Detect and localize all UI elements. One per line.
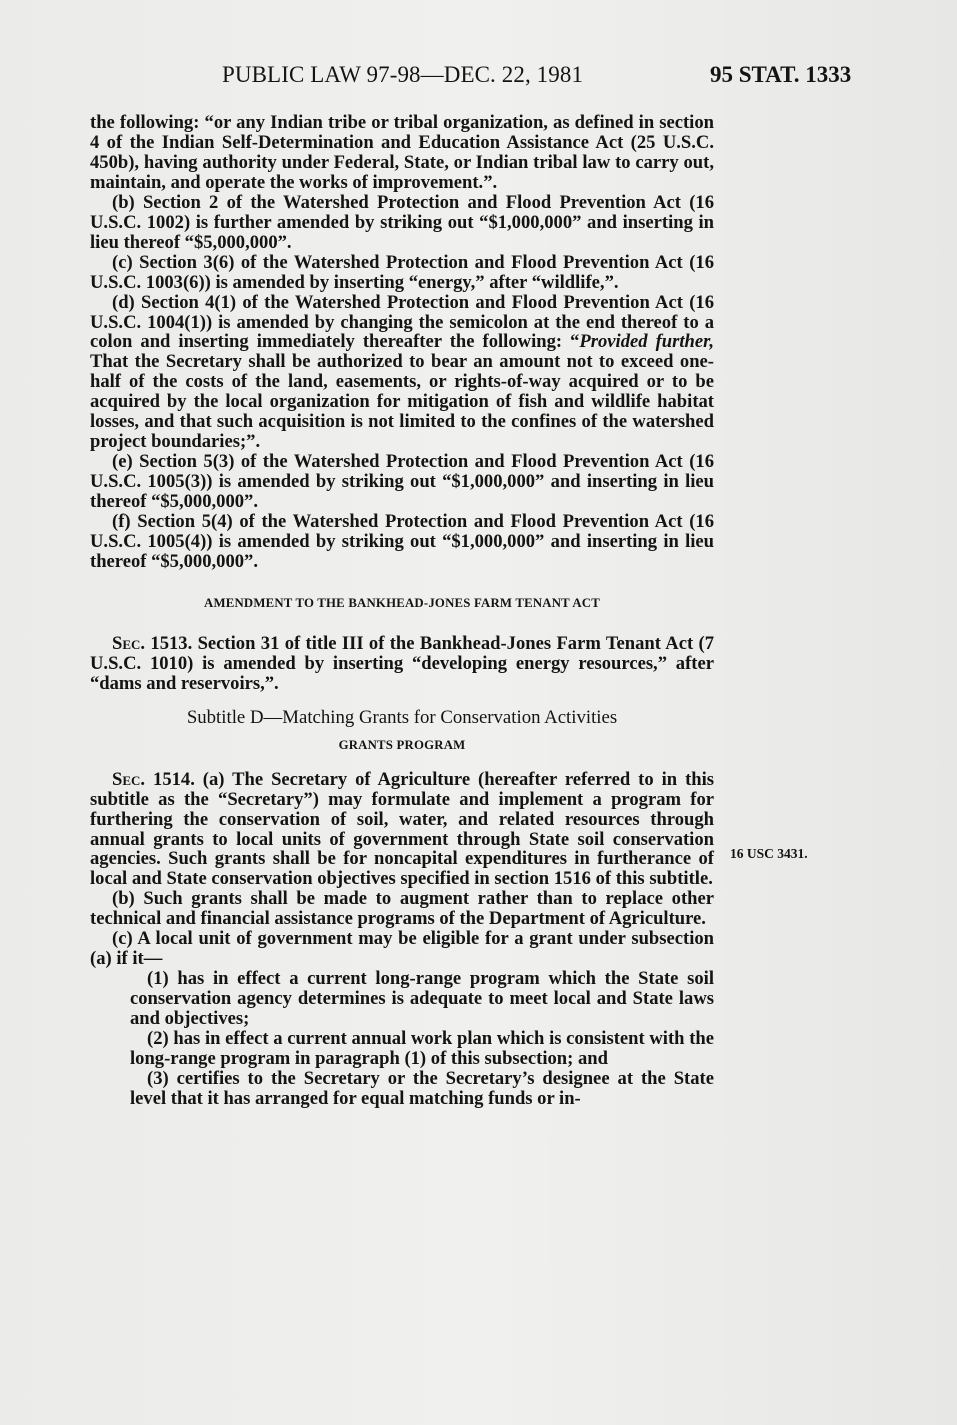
section-heading-bankhead: AMENDMENT TO THE BANKHEAD-JONES FARM TENANT ACT	[204, 595, 600, 610]
section-1514-a	[90, 770, 714, 890]
paragraph-d-rest: That the Secretary shall be authorized to bear an amount not to exceed one-half of the costs of the land, easements, or rights-of-way acquired or to be acquired by the local organization for mitigation of fish and wildlife habitat losses, and that such acquisition is not limited to the confines of the watershed project boundaries;”.	[90, 351, 714, 453]
margin-note-usc: 16 USC 3431.	[730, 846, 808, 861]
section-1514-c: (c) A local unit of government may be eligible for a grant under subsection (a) if it—	[90, 928, 714, 970]
paragraph-c: (c) Section 3(6) of the Watershed Protection and Flood Prevention Act (16 U.S.C. 1003(6)) is amended by inserting “energy,” after “wildlife,”.	[90, 251, 714, 293]
section-heading-grants: GRANTS PROGRAM	[338, 737, 466, 752]
section-1513-text: 1513. Section 31 of title III of the Bankhead-Jones Farm Tenant Act (7 U.S.C. 1010) is amended by inserting “developing energy resources,” after “dams and reservoirs,”.	[90, 632, 714, 694]
proviso-italic: Provided further,	[579, 331, 714, 353]
paragraph-f: (f) Section 5(4) of the Watershed Protection and Flood Prevention Act (16 U.S.C. 1005(4)) is amended by striking out “$1,000,000” and inserting in lieu thereof “$5,000,000”.	[90, 511, 714, 572]
list-item-1: (1) has in effect a current long-range program which the State soil conservation agency determines is adequate to meet local and State laws and objectives;	[130, 968, 714, 1030]
section-1514-text: 1514. (a) The Secretary of Agriculture (hereafter referred to in this subtitle as the “Secretary”) may formulate and implement a program for furthering the conservation of soil, water, and related resources through annual grants to local units of government through State soil conservation agencies. Such grants shall be for noncapital expenditures in furtherance of local and State conservation objectives specified in section 1516 of this subtitle.	[90, 768, 714, 890]
paragraph-d	[90, 293, 714, 453]
paragraph-b: (b) Section 2 of the Watershed Protection and Flood Prevention Act (16 U.S.C. 1002) is further amended by striking out “$1,000,000” and inserting in lieu thereof “$5,000,000”.	[90, 191, 714, 253]
subtitle-heading: Subtitle D—Matching Grants for Conservation Activities	[186, 706, 618, 728]
list-item-2: (2) has in effect a current annual work plan which is consistent with the long-range program in paragraph (1) of this subsection; and	[130, 1028, 714, 1069]
section-1513	[90, 634, 714, 694]
stat-page-number: 95 STAT. 1333	[710, 62, 852, 87]
page-header	[0, 62, 957, 96]
section-1514-b: (b) Such grants shall be made to augment rather than to replace other technical and financial assistance programs of the Department of Agriculture.	[90, 888, 714, 930]
section-label: Sec.	[112, 768, 146, 790]
paragraph-e: (e) Section 5(3) of the Watershed Protection and Flood Prevention Act (16 U.S.C. 1005(3)) is amended by striking out “$1,000,000” and inserting in lieu thereof “$5,000,000”.	[90, 451, 714, 513]
section-label: Sec.	[112, 632, 146, 654]
body-text	[90, 113, 714, 1109]
paragraph-d-text: (d) Section 4(1) of the Watershed Protection and Flood Prevention Act (16 U.S.C. 1004(1)) is amended by changing the semicolon at the end thereof to a colon and inserting immediately thereafter the following: “	[90, 291, 714, 353]
running-head: PUBLIC LAW 97-98—DEC. 22, 1981	[222, 62, 584, 87]
list-item-3: (3) certifies to the Secretary or the Secretary’s designee at the State level that it has arranged for equal matching funds or in-	[130, 1067, 714, 1109]
paragraph-continuation: the following: “or any Indian tribe or tribal organization, as defined in section 4 of the Indian Self-Determination and Education Assistance Act (25 U.S.C. 450b), having authority under Federal, State, or Indian tribal law to carry out, maintain, and operate the works of improvement.”.	[90, 112, 714, 193]
